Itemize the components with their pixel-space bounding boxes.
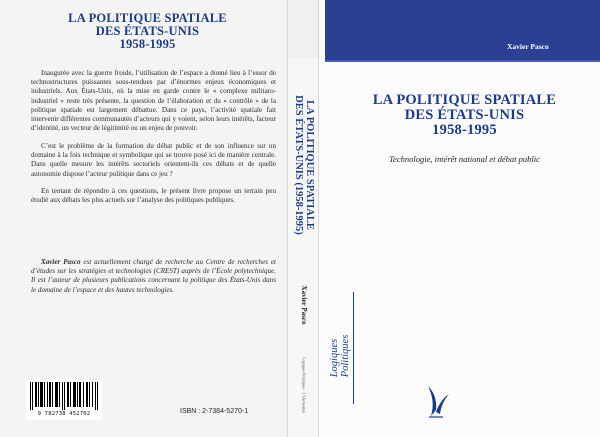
back-cover-blurb bbox=[31, 69, 276, 214]
back-title-line: DES ÉTATS-UNIS bbox=[95, 24, 200, 38]
spine-top-band bbox=[288, 0, 318, 58]
front-title-line: DES ÉTATS-UNIS bbox=[404, 107, 525, 123]
collection-line-1: Logiques bbox=[329, 338, 340, 378]
barcode-icon bbox=[29, 382, 99, 410]
back-title-line: 1958-1995 bbox=[119, 37, 176, 51]
front-title-line: 1958-1995 bbox=[432, 122, 497, 138]
back-cover bbox=[0, 0, 287, 437]
author-bio-name: Xavier Pasco bbox=[41, 258, 81, 266]
back-title-line: LA POLITIQUE SPATIALE bbox=[68, 11, 227, 25]
front-author: Xavier Pasco bbox=[507, 42, 549, 51]
spine-collection-text: Logiques Politiques · L’Harmattan bbox=[301, 357, 307, 413]
barcode-number: 9 782738 452702 bbox=[37, 411, 91, 417]
front-subtitle: Technologie, intérêt national et débat public bbox=[389, 154, 540, 164]
front-top-band bbox=[325, 0, 600, 60]
spine-title bbox=[293, 95, 315, 235]
blurb-paragraph: C’est le problème de la formation du débat public et de son influence sur un domaine à la fois technique et symbolique qui se trouve posé ici de manière centrale. Dans quelle mesure les intérêts sectoriels orientent-ils ces débats et de quelle autonomie dispose l’acteur politique dans ce jeu ? bbox=[31, 141, 276, 178]
collection-line-2: Politiques bbox=[340, 334, 351, 378]
collection-name bbox=[329, 335, 351, 378]
author-bio bbox=[31, 258, 276, 295]
spine-title-line: DES ÉTATS-UNIS (1958-1995) bbox=[293, 95, 304, 235]
barcode bbox=[26, 380, 102, 420]
spine bbox=[287, 0, 319, 437]
back-cover-title bbox=[20, 12, 275, 51]
blurb-paragraph: Inaugurée avec la guerre froide, l’utilisation de l’espace a donné lieu à l’essor de technostructures puissantes sous-tendues par d’énormes enjeux économiques et industriels. Aux États-Unis, où la mise en garde contre le « complexe militaro-industriel » reste très présente, la question de l’élaboration et du « contrôle » de la politique spatiale est largement débattue. Dans ce pays, l’activité spatiale fait intervenir différentes communautés d’acteurs qui y voient, selon leurs intérêts, facteur d’identité, un vecteur de légitimité ou un enjeu de pouvoir. bbox=[31, 69, 276, 133]
isbn: ISBN : 2-7384-5270-1 bbox=[180, 408, 249, 415]
spine-title-line: LA POLITIQUE SPATIALE bbox=[304, 100, 315, 230]
blurb-paragraph: En tentant de répondre à ces questions, le présent livre propose un terrain peu étudié aux débats les plus actuels sur l’analyse des politiques publiques. bbox=[31, 187, 276, 205]
front-title-line: LA POLITIQUE SPATIALE bbox=[372, 92, 557, 108]
front-cover bbox=[319, 0, 600, 437]
collection-rule bbox=[353, 292, 354, 404]
publisher-logo-icon bbox=[425, 380, 451, 420]
author-bio-text: est actuellement chargé de recherche au Centre de recherches et d’études sur les stratégies et technologies (CREST) auprès de l’École polytechnique. Il est l’auteur de plusieurs publications concernant la politique des États-Unis dans le domaine de l’espace et des hautes technologies. bbox=[31, 258, 276, 294]
front-band-divider bbox=[325, 60, 600, 62]
spine-author: Xavier Pasco bbox=[300, 285, 308, 325]
front-title bbox=[329, 93, 600, 138]
